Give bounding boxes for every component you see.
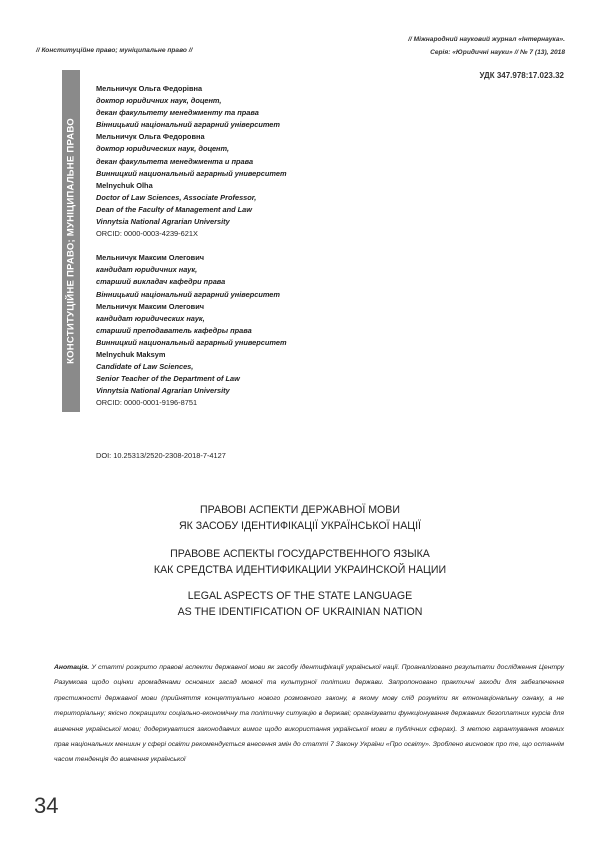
abstract (54, 660, 564, 768)
author-line: Melnychuk Maksym (96, 349, 166, 359)
author-line: Vinnytsia National Agrarian University (96, 386, 230, 396)
author-line: Мельничук Максим Олегович (96, 253, 205, 263)
title-line: LEGAL ASPECTS OF THE STATE LANGUAGE (187, 590, 413, 602)
author-line: декан факультету менеджменту та права (96, 108, 259, 118)
author-gap (96, 240, 287, 252)
doi: DOI: 10.25313/2520-2308-2018-7-4127 (96, 451, 226, 460)
page-number: 34 (34, 793, 59, 818)
author-line: доктор юридических наук, доцент, (96, 144, 230, 154)
author-line: Винницкий национальный аграрный университет (96, 168, 287, 178)
author-line: Melnychuk Olha (96, 180, 153, 190)
title-line: ЯК ЗАСОБУ ІДЕНТИФІКАЦІЇ УКРАЇНСЬКОЇ НАЦІЇ (179, 520, 421, 532)
author-block (96, 83, 287, 409)
section-sidebar-label: КОНСТИТУЦІЙНЕ ПРАВО; МУНІЦИПАЛЬНЕ ПРАВО (65, 118, 77, 364)
running-header-left: // Конституційне право; муніципальне право // (36, 47, 193, 54)
author-line: кандидат юридичних наук, (96, 265, 198, 275)
title-line: ПРАВОВІ АСПЕКТИ ДЕРЖАВНОЇ МОВИ (200, 504, 400, 516)
author-line: Vinnytsia National Agrarian University (96, 217, 230, 227)
title-english (90, 588, 510, 620)
author-line: старший преподаватель кафедры права (96, 325, 252, 335)
author-line: Мельничук Ольга Федорівна (96, 84, 203, 93)
author-line: Мельничук Ольга Федоровна (96, 132, 205, 142)
title-line: ПРАВОВЕ АСПЕКТЫ ГОСУДАРСТВЕННОГО ЯЗЫКА (170, 548, 430, 560)
abstract-label: Анотація. (54, 664, 90, 671)
author-line: Вінницький національний аграрний університет (96, 289, 280, 299)
author-line: Вінницький національний аграрний університет (96, 120, 280, 130)
author-line: старший викладач кафедри права (96, 277, 226, 287)
author-line: Doctor of Law Sciences, Associate Professor, (96, 192, 257, 202)
author-line: Мельничук Максим Олегович (96, 301, 205, 311)
author-line: декан факультета менеджмента и права (96, 156, 254, 166)
title-russian (90, 546, 510, 578)
author-line: ORCID: 0000-0001-9196-8751 (96, 398, 198, 408)
author-line: Senior Teacher of the Department of Law (96, 374, 240, 384)
title-line: КАК СРЕДСТВА ИДЕНТИФИКАЦИИ УКРАИНСКОЙ НАЦИИ (153, 564, 447, 576)
title-ukrainian (90, 502, 510, 534)
running-header-right (408, 33, 565, 59)
abstract-text: У статті розкрито правові аспекти державної мови як засобу ідентифікації української нації. Проаналізовано результати дослідження Центру Разумкова щодо оцінки громадянами основних засад мовної та культурної політики держави. Запропоновано практичні заходи для забезпечення престижності державної мови (прийняття концептуально нового розмовного закону, в якому мову слід розуміти як етнонаціональну ознаку, а не територіальну; якісно покращити соціально-економічну та політичну ситуацію в державі; організувати функціонування державних безоплатних курсів для вивчення української мови; додержуватися законодавчих вимог щодо використання української мови в публічних сферах). З метою гарантування мовних прав національних меншин у сфері освіти рекомендується внесення змін до статті 7 Закону України «Про освіту». Зроблено висновок про те, що останнім часом тенденція до вивчення української (54, 664, 564, 764)
author-line: Candidate of Law Sciences, (96, 362, 194, 372)
author-line: доктор юридичних наук, доцент, (96, 96, 222, 106)
journal-title: // Міжнародний науковий журнал «Інтернаука». (408, 36, 565, 43)
journal-series: Серія: «Юридичні науки» // № 7 (13), 2018 (430, 49, 565, 56)
udk-code: УДК 347.978:17.023.32 (479, 71, 564, 80)
author-line: Dean of the Faculty of Management and Law (96, 204, 253, 214)
author-line: Винницкий национальный аграрный университет (96, 337, 287, 347)
title-line: AS THE IDENTIFICATION OF UKRAINIAN NATION (177, 606, 423, 618)
author-line: ORCID: 0000-0003-4239-621X (96, 229, 198, 239)
author-line: кандидат юридических наук, (96, 313, 205, 323)
